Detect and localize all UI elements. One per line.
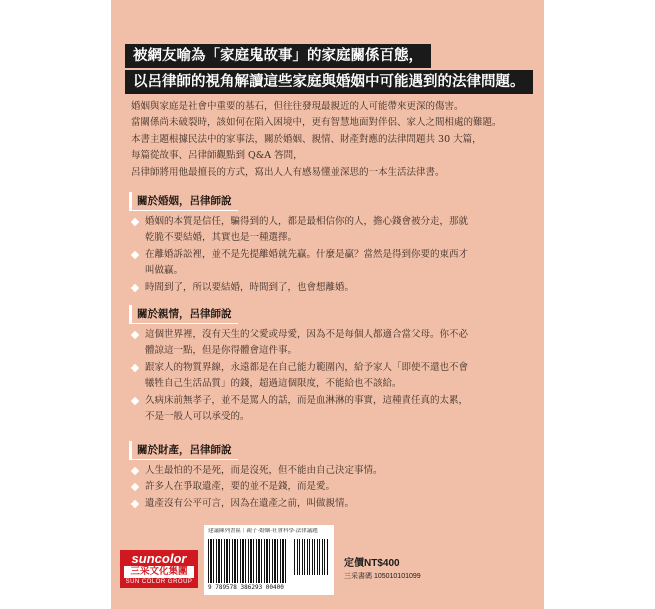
intro-line: 每篇從故事、呂律師觀點到 Q&A 答問，: [131, 150, 303, 162]
list-item: [131, 360, 531, 393]
bullet-diamond-icon: [131, 483, 139, 491]
bullet-text-line: 婚姻的本質是信任，騙得到的人，都是最相信你的人，擔心錢會被分走，那就: [145, 216, 469, 227]
isbn-barcode-icon: [208, 539, 288, 583]
bullet-text-line: 犧牲自己生活品質」的錢，超過這個限度，不能給也不該給。: [145, 378, 402, 390]
bullet-text-line: 叫做贏。: [145, 265, 184, 277]
bullet-text-line: 跟家人的物質界線，永遠都是在自己能力範圍內，給予家人「即使不還也不會: [145, 361, 469, 373]
price-label: 定價NT$400: [344, 558, 400, 569]
list-item: [131, 496, 531, 512]
bullet-text-line: 不是一般人可以承受的。: [145, 411, 250, 423]
section-title-family: 關於親情，呂律師說: [129, 305, 238, 324]
bullet-text-line: 久病床前無孝子，並不是罵人的話，而是血淋淋的事實，這種責任真的太累，: [145, 394, 469, 406]
list-item: [131, 280, 531, 296]
bullet-diamond-icon: [131, 396, 139, 404]
bullet-text-line: 在離婚訴訟裡，並不是先提離婚就先贏。什麼是贏？當然是得到你要的東西才: [145, 248, 469, 260]
headline-line-2: 以呂律師的視角解讀這些家庭與婚姻中可能遇到的法律問題。: [125, 70, 533, 94]
section-title-property: 關於財產，呂律師說: [129, 441, 238, 460]
bullet-list-family: [131, 327, 531, 425]
list-item: [131, 327, 531, 360]
bullet-text-line: 時間到了，所以要結婚，時間到了，也會想離婚。: [145, 281, 355, 293]
bullet-list-marriage: [131, 214, 531, 296]
price-block: [344, 557, 421, 582]
bullet-text-line: 人生最怕的不是死，而是沒死，但不能由自己決定事情。: [145, 465, 383, 476]
intro-paragraph: [131, 99, 526, 181]
bullet-diamond-icon: [131, 283, 139, 291]
bullet-diamond-icon: [131, 467, 139, 475]
bullet-diamond-icon: [131, 218, 139, 226]
list-item: [131, 463, 531, 479]
bullet-text-line: 乾脆不要結婚，其實也是一種選擇。: [145, 232, 298, 244]
intro-line: 本書主題根據民法中的家事法，關於婚姻、親情、財產對應的法律問題共 30 大篇，: [131, 133, 482, 145]
bullet-text-line: 許多人在爭取遺產，要的並不是錢，而是愛。: [145, 481, 336, 493]
bullet-diamond-icon: [131, 500, 139, 508]
publisher-logo-chinese: 三采文化集團: [124, 566, 194, 578]
intro-line: 當關係尚未破裂時，該如何在陷入困境中，更有智慧地面對伴侶、家人之間相處的難題。: [131, 117, 502, 129]
list-item: [131, 479, 531, 495]
bullet-diamond-icon: [131, 364, 139, 372]
book-back-cover: [111, 0, 544, 609]
list-item: [131, 393, 531, 426]
bullet-list-property: [131, 463, 531, 512]
barcode-number: 9 789578 386293 00400: [208, 584, 284, 591]
bullet-diamond-icon: [131, 251, 139, 259]
bullet-text-line: 體諒這一點，但是你得體會這件事。: [145, 345, 298, 357]
publisher-logo-group: SUN COLOR GROUP: [125, 579, 193, 585]
barcode-category: 建議陳列書區｜親子·婚姻·社會科學·法律議題: [208, 528, 318, 534]
headline-line-1: 被網友喻為「家庭鬼故事」的家庭關係百態，: [125, 44, 431, 68]
serial-label: 三采書碼 105010101099: [344, 573, 421, 580]
intro-line: 婚姻與家庭是社會中重要的基石，但往往發現最親近的人可能帶來更深的傷害。: [131, 101, 464, 112]
bullet-text-line: 這個世界裡，沒有天生的父愛或母愛，因為不是每個人都適合當父母。你不必: [145, 329, 469, 340]
intro-line: 呂律師將用他最擅長的方式，寫出人人有感易懂並深思的一本生活法律書。: [131, 166, 445, 178]
section-title-marriage: 關於婚姻，呂律師說: [129, 192, 238, 211]
publisher-logo-wordmark: suncolor: [131, 551, 187, 566]
footer-band: [116, 520, 539, 600]
bullet-text-line: 遺產沒有公平可言，因為在遺產之前，叫做親情。: [145, 497, 355, 509]
publisher-logo: [120, 550, 198, 588]
price-barcode-icon: [294, 539, 328, 575]
bullet-diamond-icon: [131, 331, 139, 339]
barcode-panel: [204, 525, 334, 595]
list-item: [131, 214, 531, 247]
list-item: [131, 247, 531, 280]
